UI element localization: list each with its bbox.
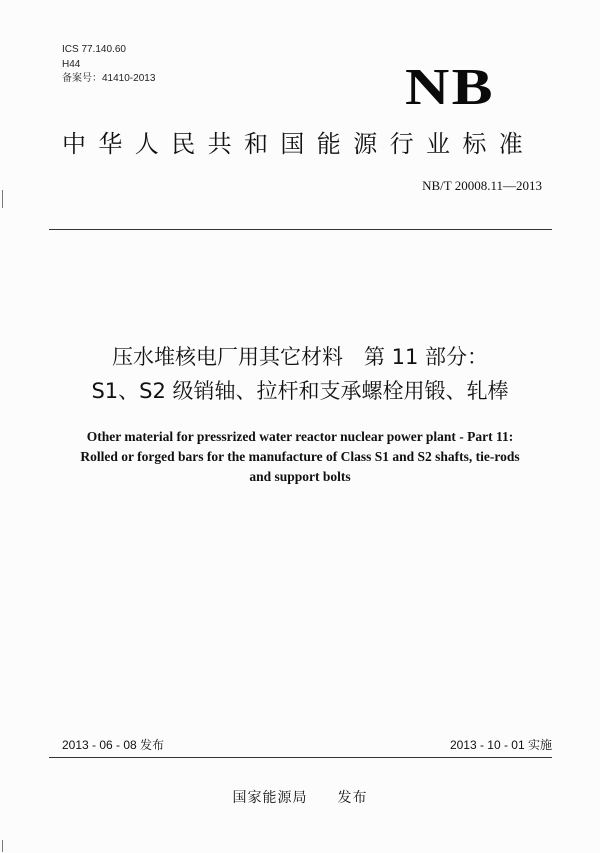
scan-edge-mark <box>2 840 3 852</box>
ics-code: ICS 77.140.60 <box>62 44 126 55</box>
issue-date: 2013 - 06 - 08 发布 <box>62 738 165 752</box>
bottom-divider <box>49 757 552 758</box>
implementation-date: 2013 - 10 - 01 实施 <box>449 738 552 752</box>
english-title <box>40 427 560 487</box>
top-divider <box>49 229 552 230</box>
nb-logo: NB <box>405 59 495 116</box>
scan-edge-mark <box>2 190 3 208</box>
english-title-line-1: Other material for pressrized water reactor nuclear power plant - Part 11: <box>86 429 514 444</box>
chinese-title-line-2: S1、S2 级销轴、拉杆和支承螺栓用锻、轧棒 <box>91 379 509 403</box>
category-code: H44 <box>62 59 81 70</box>
english-title-line-2: Rolled or forged bars for the manufacture of Class S1 and S2 shafts, tie-rods <box>80 449 520 464</box>
organization-title: 中华人民共和国能源行业标准 <box>62 130 536 158</box>
publisher: 国家能源局 发布 <box>232 790 368 806</box>
record-number: 备案号：41410-2013 <box>62 73 156 84</box>
chinese-title-line-1: 压水堆核电厂用其它材料 第 11 部分： <box>111 345 489 369</box>
english-title-line-3: and support bolts <box>249 469 351 484</box>
standard-number: NB/T 20008.11—2013 <box>422 178 542 193</box>
